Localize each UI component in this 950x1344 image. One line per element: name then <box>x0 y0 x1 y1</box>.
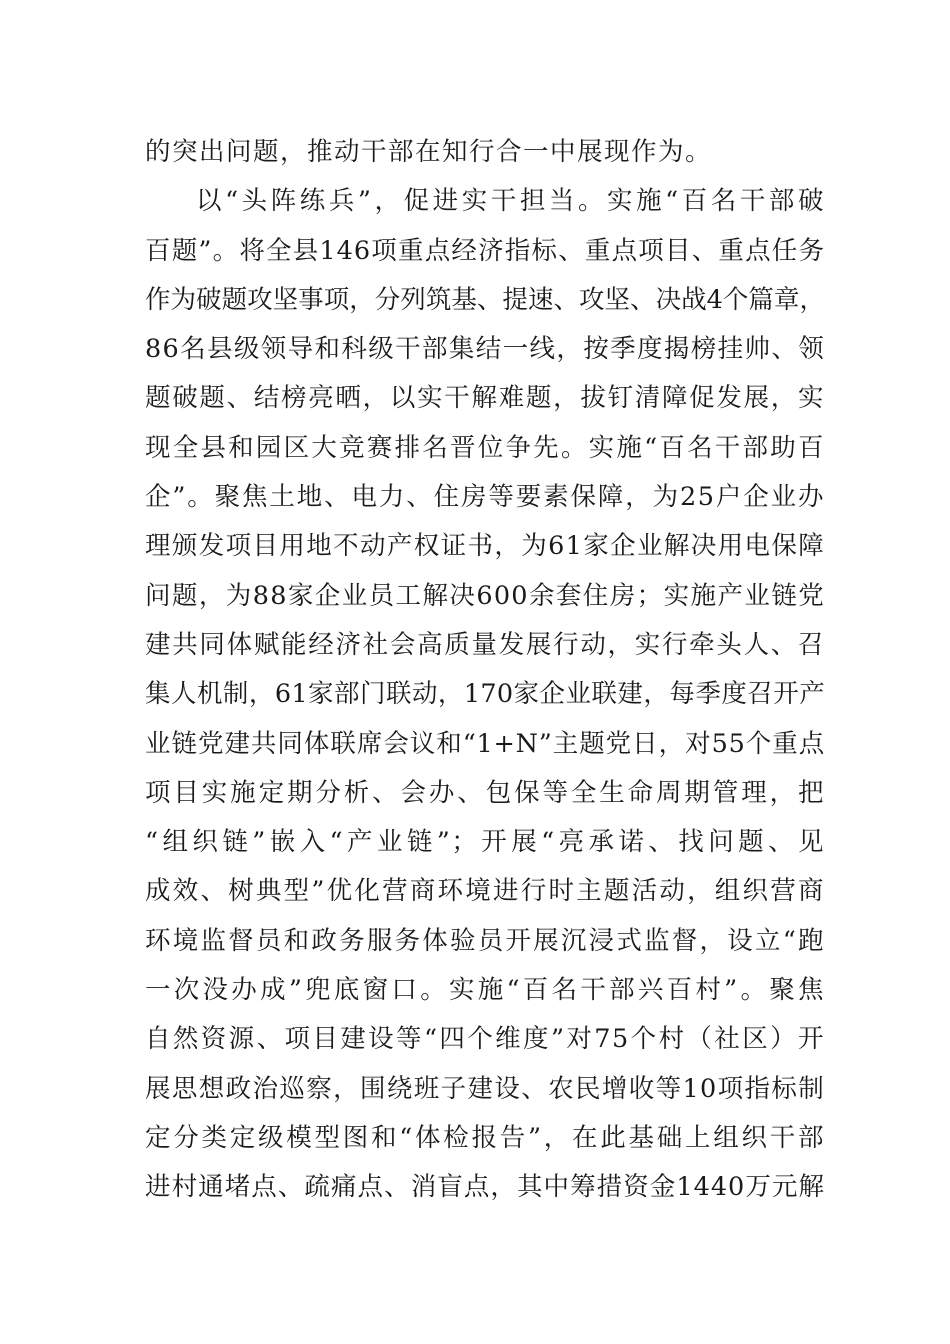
text-line: 题破题、结榜亮晒，以实干解难题，拔钉清障促发展，实 <box>145 383 825 414</box>
text-line: 的突出问题，推动干部在知行合一中展现作为。 <box>145 137 713 167</box>
text-line: 项目实施定期分析、会办、包保等全生命周期管理，把 <box>145 777 825 808</box>
text-line: 百题”。将全县146项重点经济指标、重点项目、重点任务 <box>145 235 825 266</box>
text-line: 集人机制，61家部门联动，170家企业联建，每季度召开产 <box>145 679 825 710</box>
text-line: 进村通堵点、疏痛点、消盲点，其中筹措资金1440万元解 <box>145 1172 825 1203</box>
text-line: 环境监督员和政务服务体验员开展沉浸式监督，设立“跑 <box>145 925 825 956</box>
text-line: 现全县和园区大竞赛排名晋位争先。实施“百名干部助百 <box>145 432 825 463</box>
text-line: “组织链”嵌入“产业链”；开展“亮承诺、找问题、见 <box>145 827 825 858</box>
text-line: 问题，为88家企业员工解决600余套住房；实施产业链党 <box>145 580 825 611</box>
text-line: 成效、树典型”优化营商环境进行时主题活动，组织营商 <box>145 876 825 907</box>
text-line: 一次没办成”兜底窗口。实施“百名干部兴百村”。聚焦 <box>145 975 825 1006</box>
text-line: 定分类定级模型图和“体检报告”，在此基础上组织干部 <box>145 1122 825 1153</box>
text-line-paragraph-start: 以“头阵练兵”，促进实干担当。实施“百名干部破 <box>196 186 825 217</box>
text-line: 理颁发项目用地不动产权证书，为61家企业解决用电保障 <box>145 531 825 562</box>
text-line: 86名县级领导和科级干部集结一线，按季度揭榜挂帅、领 <box>145 334 825 365</box>
body-text <box>145 128 825 1213</box>
text-line: 展思想政治巡察，围绕班子建设、农民增收等10项指标制 <box>145 1073 825 1104</box>
text-line: 建共同体赋能经济社会高质量发展行动，实行牵头人、召 <box>145 629 825 660</box>
text-line: 作为破题攻坚事项，分列筑基、提速、攻坚、决战4个篇章， <box>145 284 825 315</box>
text-line: 自然资源、项目建设等“四个维度”对75个村（社区）开 <box>145 1024 825 1055</box>
text-line: 业链党建共同体联席会议和“1+N”主题党日，对55个重点 <box>145 728 825 759</box>
text-line: 企”。聚焦土地、电力、住房等要素保障，为25户企业办 <box>145 482 825 513</box>
